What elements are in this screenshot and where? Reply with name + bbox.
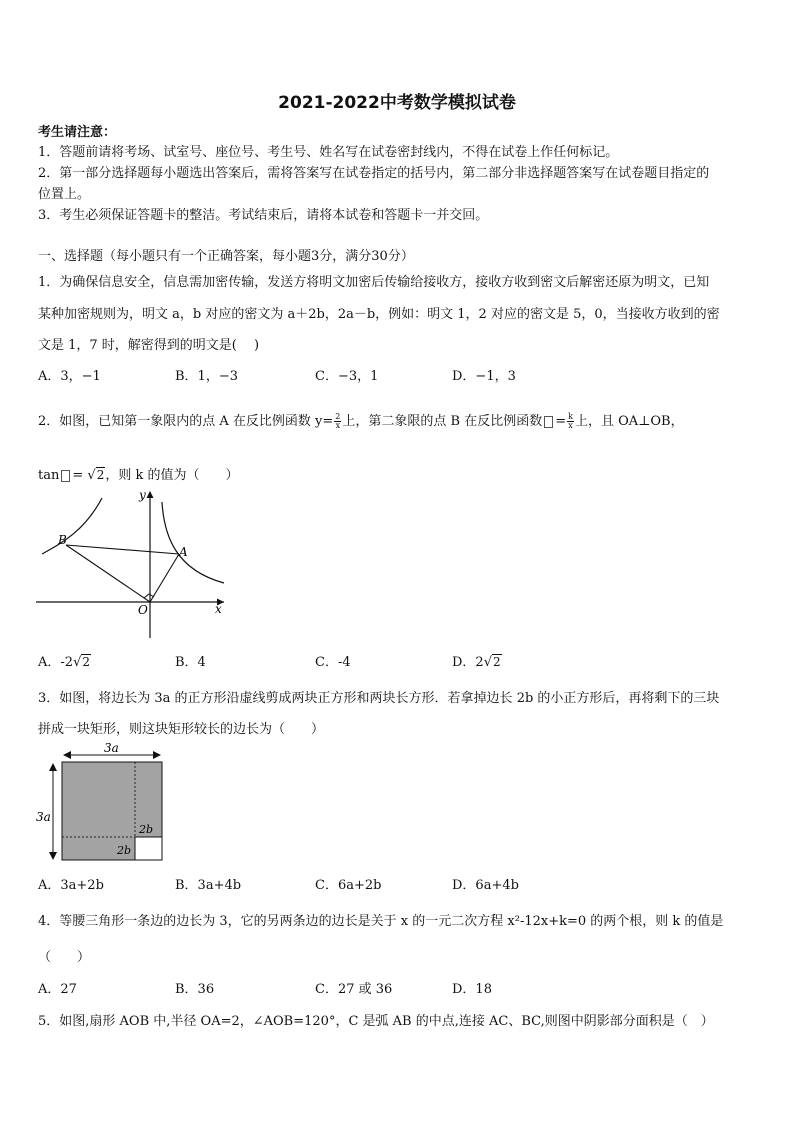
label-left-3a: 3a bbox=[36, 810, 51, 824]
label-inner-2b-bottom: 2b bbox=[117, 844, 132, 857]
q3-option-b: B．3a+4b bbox=[175, 878, 242, 893]
segment-ob bbox=[66, 545, 150, 602]
label-o: O bbox=[138, 603, 148, 617]
q3-option-c: C．6a+2b bbox=[315, 878, 382, 893]
q2-fraction-2 bbox=[567, 413, 574, 430]
q2-text-4: 上，且 OA⊥OB， bbox=[574, 414, 684, 429]
q4-option-a: A．27 bbox=[38, 982, 77, 997]
label-top-3a: 3a bbox=[104, 741, 119, 755]
q2-fraction-1-num: 2 bbox=[335, 412, 341, 421]
label-y: y bbox=[139, 488, 146, 502]
segment-ab bbox=[66, 545, 179, 554]
q4-option-b: B．36 bbox=[175, 982, 215, 997]
q2-option-b: B．4 bbox=[175, 655, 206, 670]
missing-glyph-icon bbox=[61, 470, 70, 482]
q2-option-d bbox=[452, 651, 502, 670]
q2-option-c: C．-4 bbox=[315, 655, 351, 670]
label-a: A bbox=[179, 545, 188, 559]
q3-line-2: 拼成一块矩形，则这块矩形较长的边长为（ ） bbox=[38, 722, 325, 737]
q2-line-2-suffix: ，则 k 的值为（ ） bbox=[105, 468, 239, 483]
q3-option-a: A．3a+2b bbox=[38, 878, 104, 893]
notice-item-1: 1．答题前请将考场、试室号、座位号、考生号、姓名写在试卷密封线内，不得在试卷上作任何标记。 bbox=[38, 145, 619, 160]
q2-option-d-text: D．2 bbox=[452, 655, 484, 670]
segment-oa bbox=[150, 554, 179, 602]
q2-figure bbox=[36, 488, 228, 640]
q1-line-2: 某种加密规则为，明文 a，b 对应的密文为 a＋2b，2a－b，例如：明文 1，2 对应的密文是 5，0，当接收方收到的密 bbox=[38, 307, 720, 322]
q2-option-d-radicand: 2 bbox=[493, 655, 501, 669]
q2-sqrt: √2 bbox=[87, 468, 105, 483]
q2-text-2: 上，第二象限的点 B 在反比例函数 bbox=[342, 414, 543, 429]
q2-option-d-sqrt: √2 bbox=[483, 655, 501, 670]
label-inner-2b-right: 2b bbox=[139, 823, 154, 836]
q3-line-1: 3．如图，将边长为 3a 的正方形沿虚线剪成两块正方形和两块长方形．若拿掉边长 2b 的小正方形后，再将剩下的三块 bbox=[38, 691, 720, 706]
q4-line-1: 4．等腰三角形一条边的边长为 3，它的另两条边的边长是关于 x 的一元二次方程 x²-12x+k=0 的两个根，则 k 的值是 bbox=[38, 914, 724, 929]
q3-option-d: D．6a+4b bbox=[452, 878, 519, 893]
q2-fraction-1 bbox=[334, 413, 341, 430]
q4-option-d: D．18 bbox=[452, 982, 492, 997]
q2-option-a-text: A．-2 bbox=[38, 655, 74, 670]
q4-option-c: C．27 或 36 bbox=[315, 982, 393, 997]
curve-first-quadrant bbox=[162, 502, 224, 583]
q2-line-1 bbox=[38, 410, 684, 430]
notice-header: 考生请注意： bbox=[38, 125, 117, 140]
q5-line-1: 5．如图,扇形 AOB 中,半径 OA=2，∠AOB=120°，C 是弧 AB 的中点,连接 AC、BC,则图中阴影部分面积是（ ） bbox=[38, 1014, 714, 1029]
q1-option-d: D．−1，3 bbox=[452, 369, 516, 384]
q2-fraction-2-num: k bbox=[568, 412, 573, 421]
q1-option-c: C．−3，1 bbox=[315, 369, 379, 384]
q1-option-a: A．3，−1 bbox=[38, 369, 101, 384]
q2-sqrt-radicand: 2 bbox=[96, 468, 105, 482]
y-axis-arrow-icon bbox=[147, 491, 154, 498]
section-heading: 一、选择题（每小题只有一个正确答案，每小题3分，满分30分） bbox=[38, 249, 414, 264]
q2-text-3: = bbox=[555, 414, 567, 429]
q3-figure bbox=[34, 740, 174, 866]
q2-fraction-1-den: x bbox=[335, 421, 341, 430]
q2-option-a-radicand: 2 bbox=[82, 655, 90, 669]
removed-small-square bbox=[135, 837, 162, 860]
page-title: 2021-2022中考数学模拟试卷 bbox=[278, 93, 516, 113]
notice-item-2: 2．第一部分选择题每小题选出答案后，需将答案写在试卷指定的括号内，第二部分非选择题答案写在试卷题目指定的 bbox=[38, 166, 710, 181]
notice-item-2-cont: 位置上。 bbox=[38, 187, 91, 202]
q2-fraction-2-den: x bbox=[568, 421, 573, 430]
q1-option-b: B．1，−3 bbox=[175, 369, 238, 384]
label-x: x bbox=[215, 602, 222, 616]
label-b: B bbox=[58, 533, 67, 547]
notice-item-3: 3．考生必须保证答题卡的整洁。考试结束后，请将本试卷和答题卡一并交回。 bbox=[38, 208, 489, 223]
q1-line-3: 文是 1，7 时，解密得到的明文是( ) bbox=[38, 338, 260, 353]
q1-line-1: 1．为确保信息安全，信息需加密传输，发送方将明文加密后传输给接收方，接收方收到密文后解密还原为明文，已知 bbox=[38, 275, 710, 290]
q2-text-1: 2．如图，已知第一象限内的点 A 在反比例函数 y= bbox=[38, 414, 334, 429]
q2-eq: = bbox=[72, 468, 84, 483]
q2-option-a-sqrt: √2 bbox=[73, 655, 90, 670]
q2-line-2 bbox=[38, 464, 239, 483]
q2-option-a bbox=[38, 651, 91, 670]
missing-glyph-icon bbox=[544, 416, 553, 428]
q2-tan-label: tan bbox=[38, 468, 60, 483]
q4-line-2: （ ） bbox=[38, 950, 91, 965]
